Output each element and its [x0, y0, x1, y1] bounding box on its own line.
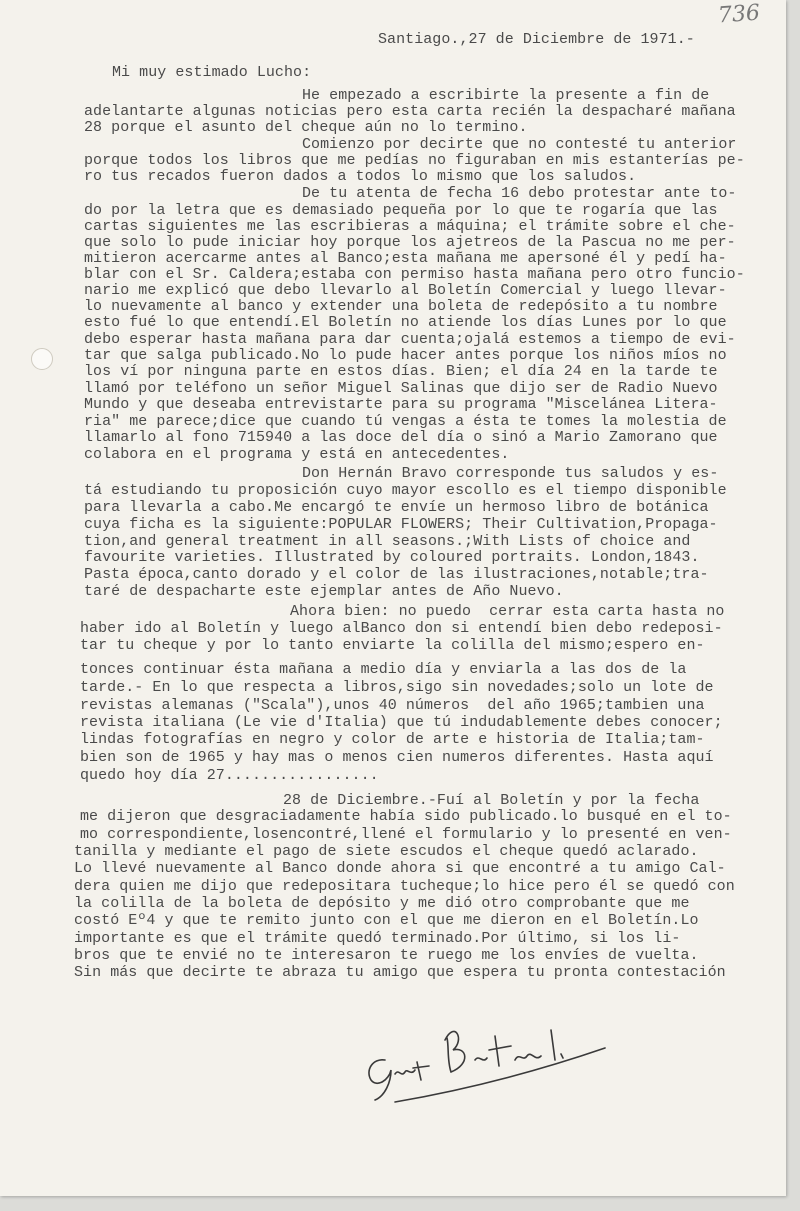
punch-hole	[31, 348, 53, 370]
letter-line: Lo llevé nuevamente al Banco donde ahora si que encontré a tu amigo Cal-	[74, 860, 726, 877]
letter-line: Pasta época,canto dorado y el color de las ilustraciones,notable;tra-	[84, 566, 709, 583]
letter-line: revistas alemanas ("Scala"),unos 40 números del año 1965;tambien una	[80, 697, 705, 714]
letter-line: Mundo y que deseaba entrevistarte para su programa "Miscelánea Litera-	[84, 396, 718, 413]
letter-line: lindas fotografías en negro y color de arte e historia de Italia;tam-	[80, 731, 705, 748]
letter-line: bros que te envié no te interesaron te ruego me los envíes de vuelta.	[74, 947, 699, 964]
letter-line: mitieron acercarme antes al Banco;esta mañana me apersoné él y pedí ha-	[84, 250, 727, 267]
letter-line: llamarlo al fono 715940 a las doce del día o sinó a Mario Zamorano que	[84, 429, 718, 446]
salutation: Mi muy estimado Lucho:	[112, 64, 312, 81]
letter-line: esto fué lo que entendí.El Boletín no atiende los días Lunes por lo que	[84, 314, 727, 331]
letter-line: lo nuevamente al banco y extender una boleta de redepósito a tu nombre	[84, 298, 718, 315]
letter-line: ro tus recados fueron dados a todos lo mismo que los saludos.	[84, 168, 637, 185]
letter-line: revista italiana (Le vie d'Italia) que tú indudablemente debes conocer;	[80, 714, 723, 731]
letter-line: Ahora bien: no puedo cerrar esta carta hasta no	[290, 603, 725, 620]
letter-line: nario me explicó que debo llevarlo al Boletín Comercial y luego llevar-	[84, 282, 727, 299]
letter-line: He empezado a escribirte la presente a fin de	[302, 87, 710, 104]
letter-line: blar con el Sr. Caldera;estaba con permiso hasta mañana pero otro funcio-	[84, 266, 745, 283]
letter-line: que solo lo pude iniciar hoy porque los ajetreos de la Pascua no me per-	[84, 234, 736, 251]
letter-line: me dijeron que desgraciadamente había sido publicado.lo busqué en el to-	[80, 808, 732, 825]
letter-line: tá estudiando tu proposición cuyo mayor escollo es el tiempo disponible	[84, 482, 727, 499]
letter-line: do por la letra que es demasiado pequeña por lo que te rogaría que las	[84, 202, 718, 219]
letter-line: los ví por ninguna parte en estos días. Bien; el día 24 en la tarde te	[84, 363, 718, 380]
letter-line: 28 porque el asunto del cheque aún no lo termino.	[84, 119, 528, 136]
letter-line: tar que salga publicado.No lo pude hacer antes porque los niños míos no	[84, 347, 727, 364]
letter-line: mo correspondiente,losencontré,llené el formulario y lo presenté en ven-	[80, 826, 732, 843]
letter-line: adelantarte algunas noticias pero esta carta recién la despacharé mañana	[84, 103, 736, 120]
letter-line: tonces continuar ésta mañana a medio día y enviarla a las dos de la	[80, 661, 687, 678]
letter-line: tion,and general treatment in all seasons.;With Lists of choice and	[84, 533, 691, 550]
letter-line: Sin más que decirte te abraza tu amigo que espera tu pronta contestación	[74, 964, 726, 981]
letter-line: Don Hernán Bravo corresponde tus saludos y es-	[302, 465, 719, 482]
letter-line: taré de despacharte este ejemplar antes de Año Nuevo.	[84, 583, 564, 600]
letter-line: tar tu cheque y por lo tanto enviarte la colilla del mismo;espero en-	[80, 637, 705, 654]
letter-line: bien son de 1965 y hay mas o menos cien numeros diferentes. Hasta aquí	[80, 749, 714, 766]
letter-line: 28 de Diciembre.-Fuí al Boletín y por la fecha	[283, 792, 700, 809]
letter-line: quedo hoy día 27.................	[80, 767, 379, 784]
handwritten-page-number: 736	[717, 0, 761, 29]
letter-line: para llevarla a cabo.Me encargó te envíe un hermoso libro de botánica	[84, 499, 709, 516]
letter-line: tarde.- En lo que respecta a libros,sigo sin novedades;solo un lote de	[80, 679, 714, 696]
letter-line: cartas siguientes me las escribieras a máquina; el trámite sobre el che-	[84, 218, 736, 235]
letter-line: favourite varieties. Illustrated by coloured portraits. London,1843.	[84, 549, 700, 566]
letter-line: tanilla y mediante el pago de siete escudos el cheque quedó aclarado.	[74, 843, 699, 860]
letter-line: cuya ficha es la siguiente:POPULAR FLOWERS; Their Cultivation,Propaga-	[84, 516, 718, 533]
letter-line: porque todos los libros que me pedías no figuraban en mis estanterías pe-	[84, 152, 745, 169]
letter-line: colabora en el programa y está en antecedentes.	[84, 446, 510, 463]
handwritten-signature	[355, 1010, 625, 1110]
letter-line: la colilla de la boleta de depósito y me dió otro comprobante que me	[74, 895, 690, 912]
letter-line: dera quien me dijo que redepositara tucheque;lo hice pero él se quedó con	[74, 878, 735, 895]
letter-line: Comienzo por decirte que no contesté tu anterior	[302, 136, 737, 153]
letter-line: llamó por teléfono un señor Miguel Salinas que dijo ser de Radio Nuevo	[84, 380, 718, 397]
date-line: Santiago.,27 de Diciembre de 1971.-	[378, 31, 695, 48]
letter-line: De tu atenta de fecha 16 debo protestar ante to-	[302, 185, 737, 202]
letter-line: importante es que el trámite quedó terminado.Por último, si los li-	[74, 930, 681, 947]
letter-line: debo esperar hasta mañana para dar cuenta;ojalá estemos a tiempo de evi-	[84, 331, 736, 348]
letter-line: ria" me parece;dice que cuando tú vengas a ésta te tomes la molestia de	[84, 413, 727, 430]
letter-line: costó Eº4 y que te remito junto con el que me dieron en el Boletín.Lo	[74, 912, 699, 929]
letter-line: haber ido al Boletín y luego alBanco don si entendí bien debo redeposi-	[80, 620, 723, 637]
